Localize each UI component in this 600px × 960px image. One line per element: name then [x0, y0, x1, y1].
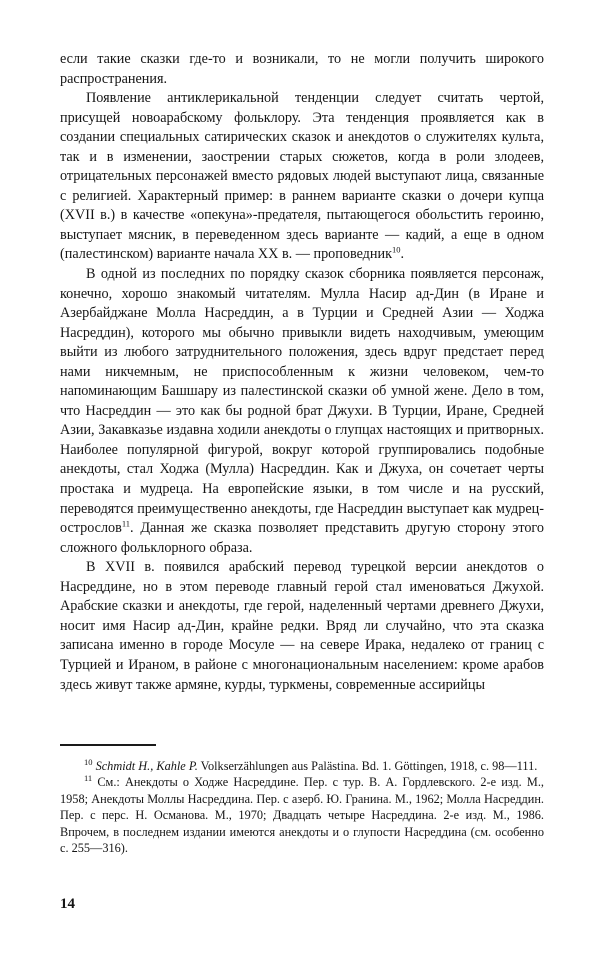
- footnote-10-authors: Schmidt H., Kahle P.: [95, 759, 198, 773]
- footnotes: [60, 758, 544, 856]
- paragraph-2: [60, 89, 544, 265]
- paragraph-3-end: . Данная же сказка позволяет представить другую сторону этого сложного фольклорного образа.: [60, 520, 544, 556]
- paragraph-1-text: если такие сказки где-то и возникали, то не могли получить широкого распространения.: [60, 51, 544, 87]
- footnote-10-text: Volkserzählungen aus Palästina. Bd. 1. Göttingen, 1918, с. 98—111.: [197, 759, 538, 773]
- footnote-11-number: 11: [84, 773, 93, 784]
- paragraph-4: [60, 558, 544, 695]
- paragraph-4-text: В XVII в. появился арабский перевод турецкой версии анекдотов о Насреддине, но в этом переводе главный герой стал именоваться Джухой. Арабские сказки и анекдоты, где герой, наделенный чертами древнего Джухи, носит имя Насир ад-Дин, крайне редки. Вряд ли случайно, что эта сказка записана именно в городе Мосуле — на севере Ирака, недалеко от границ с Турцией и Ираном, в районе с многонациональным населением: кроме арабов здесь живут также армяне, курды, туркмены, современные ассирийцы: [60, 559, 544, 693]
- footnote-ref-10: 10: [391, 244, 401, 255]
- footnote-11-text: См.: Анекдоты о Ходже Насреддине. Пер. с тур. В. А. Гордлевского. 2-е изд. М., 1958; Анекдоты Моллы Насреддина. Пер. с азерб. Ю. Гранина. М., 1962; Молла Насреддин. Пер. с перс. Н. Османова. М., 1970; Двадцать четыре Насреддина. 2-е изд. М., 1986. Впрочем, в последнем издании имеются анекдоты и о глупости Насреддина (см. особенно с. 255—316).: [60, 775, 544, 856]
- footnote-10: [60, 758, 544, 774]
- paragraph-1: [60, 50, 544, 89]
- paragraph-2-end: .: [400, 246, 405, 263]
- main-text: [60, 50, 544, 695]
- footnote-10-number: 10: [84, 756, 93, 767]
- page-number: 14: [60, 896, 75, 912]
- footnote-11: [60, 774, 544, 856]
- paragraph-3-text: В одной из последних по порядку сказок сборника появляется персонаж, конечно, хорошо знакомый читателям. Мулла Насир ад-Дин (в Иране и Азербайджане Молла Насреддин, а в Турции и Средней Азии — Ходжа Насреддин), которого мы обычно привыкли видеть находчивым, умеющим выйти из любого затруднительного положения, здесь вдруг предстает перед нами никчемным, не приспособленным к жизни человеком, чем-то напоминающим Башшару из палестинской сказки об умной жене. Дело в том, что Насреддин — это как бы родной брат Джухи. В Турции, Иране, Средней Азии, Закавказье издавна ходили анекдоты о глупцах настоящих и притворных. Наиболее популярной фигурой, вокруг которой группировались подобные анекдоты, стал Ходжа (Мулла) Насреддин. Как и Джуха, он сочетает черты простака и мудреца. На европейские языки, в том числе и на русский, переводятся преимущественно анекдоты, где Насреддин выступает как мудрец-острослов: [60, 266, 544, 537]
- footnote-ref-11: 11: [121, 518, 131, 529]
- footnote-separator: [60, 744, 156, 746]
- paragraph-2-text: Появление антиклерикальной тенденции следует считать чертой, присущей новоарабскому фольклору. Эта тенденция проявляется как в создании специальных сатирических сказок и анекдотов о служителях культа, так и в изменении, заострении старых сюжетов, когда в роли злодеев, отрицательных персонажей вместо рядовых людей выступают лица, связанные с религией. Характерный пример: в раннем варианте сказки о дочери купца (XVII в.) в качестве «опекуна»-предателя, пытающегося обольстить героиню, выступает мясник, в переведенном здесь варианте — кадий, а еще в одном (палестинском) варианте начала XX в. — проповедник: [60, 90, 544, 263]
- paragraph-3: [60, 265, 544, 558]
